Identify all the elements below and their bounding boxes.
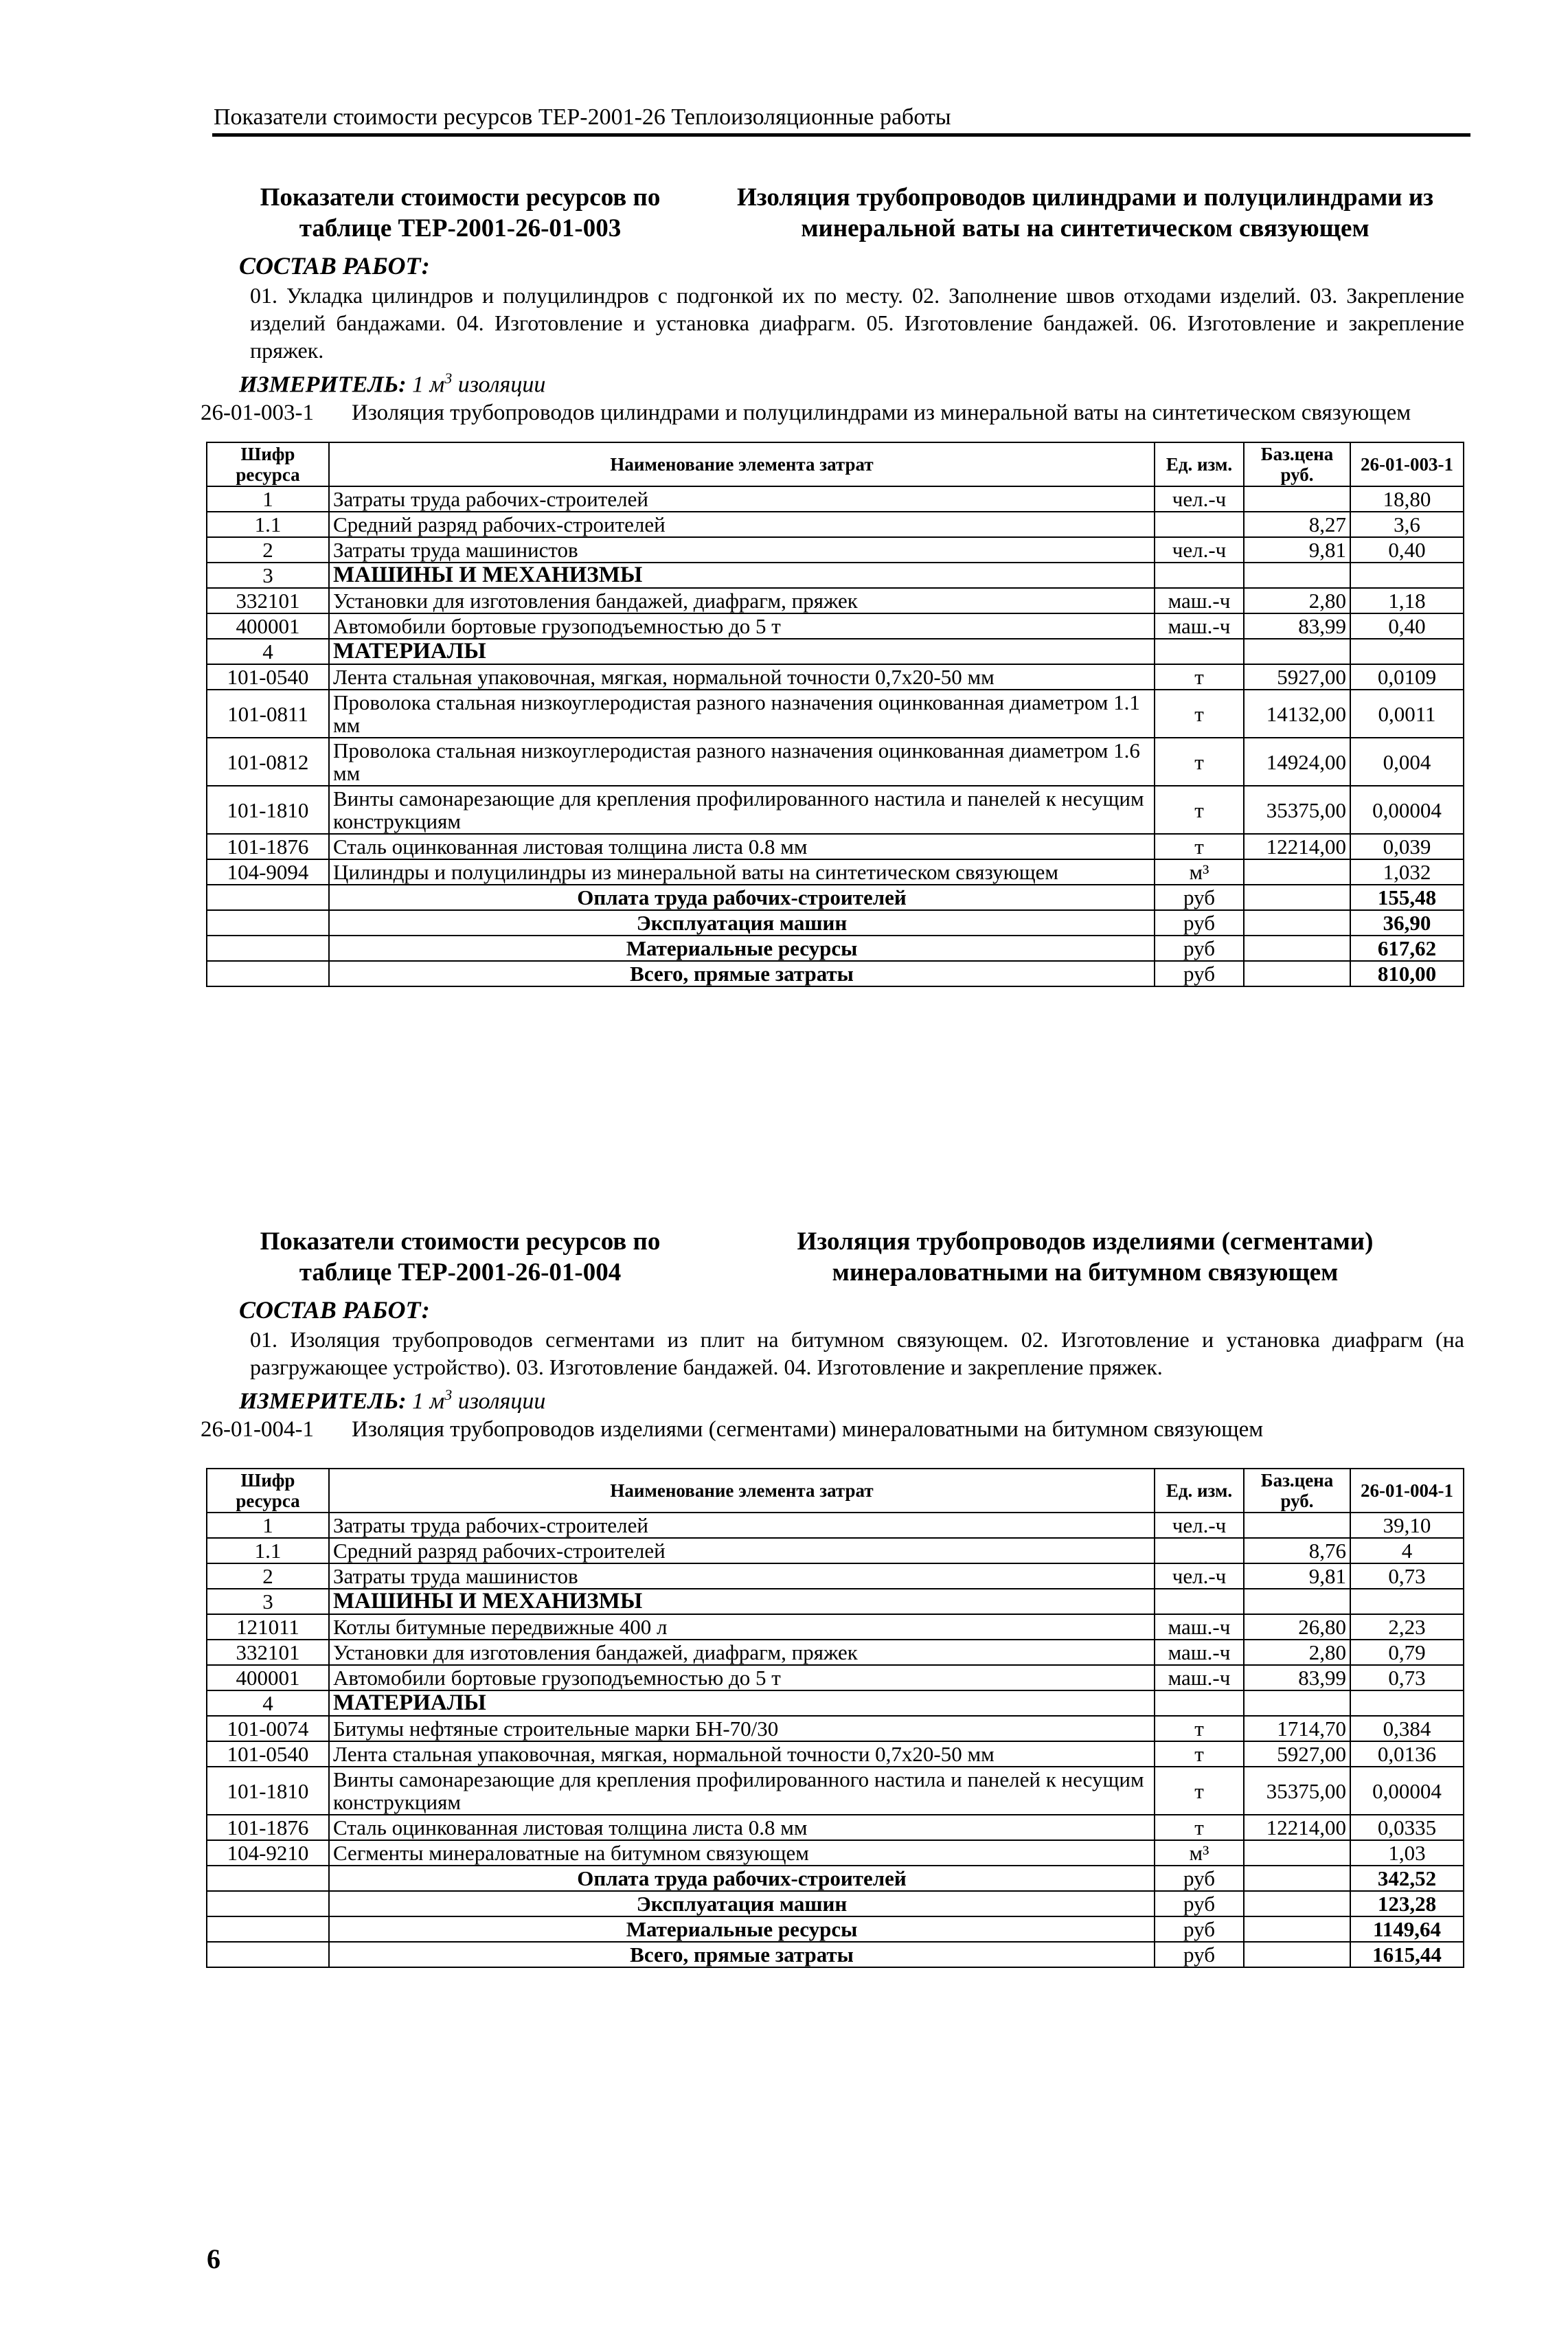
table-row [207,1840,1464,1866]
cell-value: 1615,44 [1350,1942,1464,1967]
cell-price [1244,486,1350,512]
cell-name: МАТЕРИАЛЫ [329,639,1155,664]
cell-code: 332101 [207,1640,329,1665]
cell-name: Затраты труда машинистов [329,537,1155,563]
cell-code: 332101 [207,588,329,613]
col-price-header: Баз.цена руб. [1244,1469,1350,1513]
rate-code-line [201,399,1478,427]
col-unit-header: Ед. изм. [1155,442,1244,486]
table-header-row [207,1469,1464,1513]
total-row [207,961,1464,986]
cell-unit: т [1155,1741,1244,1767]
cell-code: 101-0540 [207,664,329,690]
cell-name: Затраты труда рабочих-строителей [329,1513,1155,1538]
cell-name: Проволока стальная низкоуглеродистая разного назначения оцинкованная диаметром 1.6 мм [329,738,1155,786]
cell-name: Винты самонарезающие для крепления профилированного настила и панелей к несущим конструкциям [329,786,1155,834]
cell-code: 2 [207,1563,329,1589]
measure-unit-text: изоляции [452,372,546,398]
cell-unit [1155,512,1244,537]
cell-name: МАТЕРИАЛЫ [329,1690,1155,1716]
cell-name: МАШИНЫ И МЕХАНИЗМЫ [329,563,1155,588]
total-row [207,1942,1464,1967]
cell-value [1350,639,1464,664]
works-description: 01. Изоляция трубопроводов сегментами из плит на битумном связующем. 02. Изготовление и установка диафрагм (на разгружающее устройство). 03. Изготовление бандажей. 04. Изготовление и закрепление пряжек. [250,1327,1464,1379]
cell-unit [1155,1690,1244,1716]
table-row [207,738,1464,786]
resource-table [206,1468,1464,1968]
cell-name: Лента стальная упаковочная, мягкая, нормальной точности 0,7х20-50 мм [329,664,1155,690]
table-row [207,859,1464,885]
total-row [207,1866,1464,1891]
cell-price: 14924,00 [1244,738,1350,786]
cell-unit: руб [1155,936,1244,961]
section-heading-left: Показатели стоимости ресурсов по таблице ТЕР-2001-26-01-004 [260,1227,661,1287]
cell-unit: маш.-ч [1155,588,1244,613]
cell-price: 35375,00 [1244,1767,1350,1815]
cell-value: 0,40 [1350,613,1464,639]
cell-unit: т [1155,1767,1244,1815]
cell-code [207,936,329,961]
cell-code: 4 [207,1690,329,1716]
cell-value: 0,00004 [1350,1767,1464,1815]
works-label: СОСТАВ РАБОТ: [239,1296,430,1324]
cell-name: Автомобили бортовые грузоподъемностью до 5 т [329,613,1155,639]
rate-description: Изоляция трубопроводов цилиндрами и полуцилиндрами из минеральной ваты на синтетическом связующем [352,400,1411,426]
col-value-header: 26-01-003-1 [1350,442,1464,486]
cell-value: 617,62 [1350,936,1464,961]
resource-table [206,442,1464,987]
cell-value: 39,10 [1350,1513,1464,1538]
cell-value [1350,1589,1464,1614]
cell-unit: т [1155,1716,1244,1741]
cell-value: 0,79 [1350,1640,1464,1665]
cell-unit: чел.-ч [1155,1513,1244,1538]
section-heading-left: Показатели стоимости ресурсов по таблице ТЕР-2001-26-01-003 [260,183,661,242]
cell-code: 2 [207,537,329,563]
table-row [207,1767,1464,1815]
section-26-01-004 [201,1226,1477,1968]
table-row [207,1563,1464,1589]
cell-unit: т [1155,664,1244,690]
table-row [207,1815,1464,1840]
cell-value [1350,563,1464,588]
cell-value: 0,0136 [1350,1741,1464,1767]
cell-value: 0,0335 [1350,1815,1464,1840]
cell-unit: руб [1155,1866,1244,1891]
cell-code: 101-1810 [207,786,329,834]
cell-value: 0,40 [1350,537,1464,563]
cell-code [207,1916,329,1942]
cell-value: 2,23 [1350,1614,1464,1640]
cell-price [1244,1916,1350,1942]
cell-code [207,1942,329,1967]
cell-price: 5927,00 [1244,1741,1350,1767]
cell-code [207,1891,329,1916]
cell-price: 35375,00 [1244,786,1350,834]
cell-value: 1,032 [1350,859,1464,885]
cell-name: Эксплуатация машин [329,1891,1155,1916]
rate-code-line [201,1416,1478,1443]
col-price-header: Баз.цена руб. [1244,442,1350,486]
cell-unit: маш.-ч [1155,1665,1244,1690]
cell-code: 1.1 [207,1538,329,1563]
cell-name: Лента стальная упаковочная, мягкая, нормальной точности 0,7х20-50 мм [329,1741,1155,1767]
cell-code: 101-0811 [207,690,329,738]
cell-unit [1155,563,1244,588]
cell-name: Установки для изготовления бандажей, диафрагм, пряжек [329,588,1155,613]
cell-value: 0,00004 [1350,786,1464,834]
cell-name: Оплата труда рабочих-строителей [329,885,1155,910]
measure-superscript: 3 [444,1386,453,1403]
cell-name: Затраты труда рабочих-строителей [329,486,1155,512]
cell-unit: т [1155,834,1244,859]
table-row [207,1614,1464,1640]
cell-code: 400001 [207,613,329,639]
section-heading [206,182,1477,251]
cell-price [1244,1589,1350,1614]
cell-code: 121011 [207,1614,329,1640]
cell-value: 4 [1350,1538,1464,1563]
cell-value: 36,90 [1350,910,1464,936]
measure-number: 1 м [412,372,445,398]
col-value-header: 26-01-004-1 [1350,1469,1464,1513]
cell-name: Сегменты минераловатные на битумном связующем [329,1840,1155,1866]
total-row [207,936,1464,961]
cell-name: Сталь оцинкованная листовая толщина листа 0.8 мм [329,834,1155,859]
cell-price: 5927,00 [1244,664,1350,690]
table-row [207,486,1464,512]
cell-price: 14132,00 [1244,690,1350,738]
table-row [207,690,1464,738]
cell-unit [1155,1538,1244,1563]
cell-name: Цилиндры и полуцилиндры из минеральной ваты на синтетическом связующем [329,859,1155,885]
works-label: СОСТАВ РАБОТ: [239,252,430,280]
section-heading-right: Изоляция трубопроводов цилиндрами и полуцилиндрами из минеральной ваты на синтетическом связующем [736,183,1434,242]
cell-value: 0,004 [1350,738,1464,786]
page-number: 6 [207,2243,220,2274]
cell-name: Средний разряд рабочих-строителей [329,512,1155,537]
cell-price [1244,1891,1350,1916]
cell-unit: руб [1155,1891,1244,1916]
cell-value: 123,28 [1350,1891,1464,1916]
cell-code: 3 [207,1589,329,1614]
cell-unit [1155,1589,1244,1614]
cell-price [1244,1866,1350,1891]
cell-unit: чел.-ч [1155,537,1244,563]
cell-price: 26,80 [1244,1614,1350,1640]
table-row [207,1716,1464,1741]
table-row [207,1665,1464,1690]
cell-name: Битумы нефтяные строительные марки БН-70/30 [329,1716,1155,1741]
cell-unit: руб [1155,1916,1244,1942]
cell-value: 155,48 [1350,885,1464,910]
cell-code: 1 [207,486,329,512]
section-heading-right: Изоляция трубопроводов изделиями (сегментами) минераловатными на битумном связующем [797,1227,1374,1287]
table-row [207,1741,1464,1767]
cell-name: Сталь оцинкованная листовая толщина листа 0.8 мм [329,1815,1155,1840]
measure-label: ИЗМЕРИТЕЛЬ: [239,1388,407,1414]
cell-code: 101-1810 [207,1767,329,1815]
cell-price: 9,81 [1244,537,1350,563]
cell-name: Эксплуатация машин [329,910,1155,936]
cell-name: Затраты труда машинистов [329,1563,1155,1589]
cell-price [1244,1690,1350,1716]
cell-value: 1,03 [1350,1840,1464,1866]
cell-code: 400001 [207,1665,329,1690]
group-row [207,1690,1464,1716]
cell-unit: маш.-ч [1155,613,1244,639]
table-row [207,537,1464,563]
measure-unit-text: изоляции [452,1388,546,1414]
rate-description: Изоляция трубопроводов изделиями (сегментами) минераловатными на битумном связующем [352,1417,1264,1442]
cell-price: 83,99 [1244,613,1350,639]
cell-name: МАШИНЫ И МЕХАНИЗМЫ [329,1589,1155,1614]
cell-code: 101-0540 [207,1741,329,1767]
cell-value: 1149,64 [1350,1916,1464,1942]
cell-unit: т [1155,1815,1244,1840]
cell-name: Оплата труда рабочих-строителей [329,1866,1155,1891]
cell-price [1244,563,1350,588]
measure-superscript: 3 [444,370,453,387]
cell-code [207,1866,329,1891]
cell-value: 0,73 [1350,1563,1464,1589]
cell-unit: м³ [1155,1840,1244,1866]
total-row [207,910,1464,936]
table-row [207,1513,1464,1538]
cell-unit: т [1155,690,1244,738]
cell-price: 1714,70 [1244,1716,1350,1741]
group-row [207,563,1464,588]
cell-price [1244,885,1350,910]
total-row [207,885,1464,910]
cell-code: 104-9094 [207,859,329,885]
cell-unit: руб [1155,961,1244,986]
col-name-header: Наименование элемента затрат [329,442,1155,486]
cell-unit: руб [1155,1942,1244,1967]
group-row [207,639,1464,664]
table-row [207,512,1464,537]
cell-name: Автомобили бортовые грузоподъемностью до 5 т [329,1665,1155,1690]
cell-code: 4 [207,639,329,664]
cell-name: Всего, прямые затраты [329,961,1155,986]
cell-code: 101-1876 [207,1815,329,1840]
cell-name: Средний разряд рабочих-строителей [329,1538,1155,1563]
cell-price: 9,81 [1244,1563,1350,1589]
cell-unit: чел.-ч [1155,486,1244,512]
measure-line [239,364,1477,399]
cell-value: 1,18 [1350,588,1464,613]
cell-value: 0,384 [1350,1716,1464,1741]
table-row [207,1640,1464,1665]
cell-value: 0,73 [1350,1665,1464,1690]
cell-value: 0,039 [1350,834,1464,859]
cell-code: 101-1876 [207,834,329,859]
cell-code: 101-0812 [207,738,329,786]
header-rule [212,133,1470,137]
cell-price: 8,27 [1244,512,1350,537]
cell-name: Всего, прямые затраты [329,1942,1155,1967]
cell-code: 3 [207,563,329,588]
table-row [207,834,1464,859]
measure-label: ИЗМЕРИТЕЛЬ: [239,372,407,398]
cell-price [1244,859,1350,885]
cell-unit: чел.-ч [1155,1563,1244,1589]
cell-value: 0,0011 [1350,690,1464,738]
group-row [207,1589,1464,1614]
measure-number: 1 м [412,1388,445,1414]
col-code-header: Шифр ресурса [207,442,329,486]
works-description: 01. Укладка цилиндров и полуцилиндров с подгонкой их по месту. 02. Заполнение швов отходами изделий. 03. Закрепление изделий бандажами. 04. Изготовление и установка диафрагм. 05. Изготовление бандажей. 06. Изготовление и закрепление пряжек. [250,283,1464,363]
cell-name: Материальные ресурсы [329,936,1155,961]
cell-code: 104-9210 [207,1840,329,1866]
section-26-01-003 [201,182,1477,987]
cell-name: Винты самонарезающие для крепления профилированного настила и панелей к несущим конструкциям [329,1767,1155,1815]
cell-code [207,885,329,910]
cell-price [1244,1942,1350,1967]
cell-price [1244,639,1350,664]
cell-unit: маш.-ч [1155,1640,1244,1665]
cell-price: 12214,00 [1244,834,1350,859]
running-header: Показатели стоимости ресурсов ТЕР-2001-26 Теплоизоляционные работы [214,104,951,130]
cell-price [1244,1513,1350,1538]
cell-code [207,961,329,986]
section-heading [206,1226,1477,1295]
cell-unit: т [1155,786,1244,834]
table-row [207,664,1464,690]
cell-price [1244,961,1350,986]
cell-price: 2,80 [1244,588,1350,613]
total-row [207,1916,1464,1942]
cell-name: Котлы битумные передвижные 400 л [329,1614,1155,1640]
total-row [207,1891,1464,1916]
measure-line [239,1381,1477,1416]
cell-price: 83,99 [1244,1665,1350,1690]
cell-code: 101-0074 [207,1716,329,1741]
cell-value: 342,52 [1350,1866,1464,1891]
rate-code: 26-01-003-1 [201,400,314,426]
table-row [207,1538,1464,1563]
cell-price: 8,76 [1244,1538,1350,1563]
cell-value [1350,1690,1464,1716]
cell-code [207,910,329,936]
cell-code: 1.1 [207,512,329,537]
table-row [207,786,1464,834]
cell-price [1244,1840,1350,1866]
rate-code: 26-01-004-1 [201,1417,314,1442]
cell-value: 810,00 [1350,961,1464,986]
cell-unit: руб [1155,885,1244,910]
table-header-row [207,442,1464,486]
col-code-header: Шифр ресурса [207,1469,329,1513]
col-name-header: Наименование элемента затрат [329,1469,1155,1513]
cell-unit [1155,639,1244,664]
cell-value: 18,80 [1350,486,1464,512]
cell-name: Установки для изготовления бандажей, диафрагм, пряжек [329,1640,1155,1665]
table-row [207,588,1464,613]
cell-name: Проволока стальная низкоуглеродистая разного назначения оцинкованная диаметром 1.1 мм [329,690,1155,738]
cell-code: 1 [207,1513,329,1538]
cell-unit: маш.-ч [1155,1614,1244,1640]
cell-price: 12214,00 [1244,1815,1350,1840]
cell-unit: руб [1155,910,1244,936]
cell-unit: т [1155,738,1244,786]
cell-unit: м³ [1155,859,1244,885]
cell-price [1244,910,1350,936]
table-row [207,613,1464,639]
cell-value: 0,0109 [1350,664,1464,690]
cell-price [1244,936,1350,961]
col-unit-header: Ед. изм. [1155,1469,1244,1513]
cell-price: 2,80 [1244,1640,1350,1665]
cell-value: 3,6 [1350,512,1464,537]
cell-name: Материальные ресурсы [329,1916,1155,1942]
